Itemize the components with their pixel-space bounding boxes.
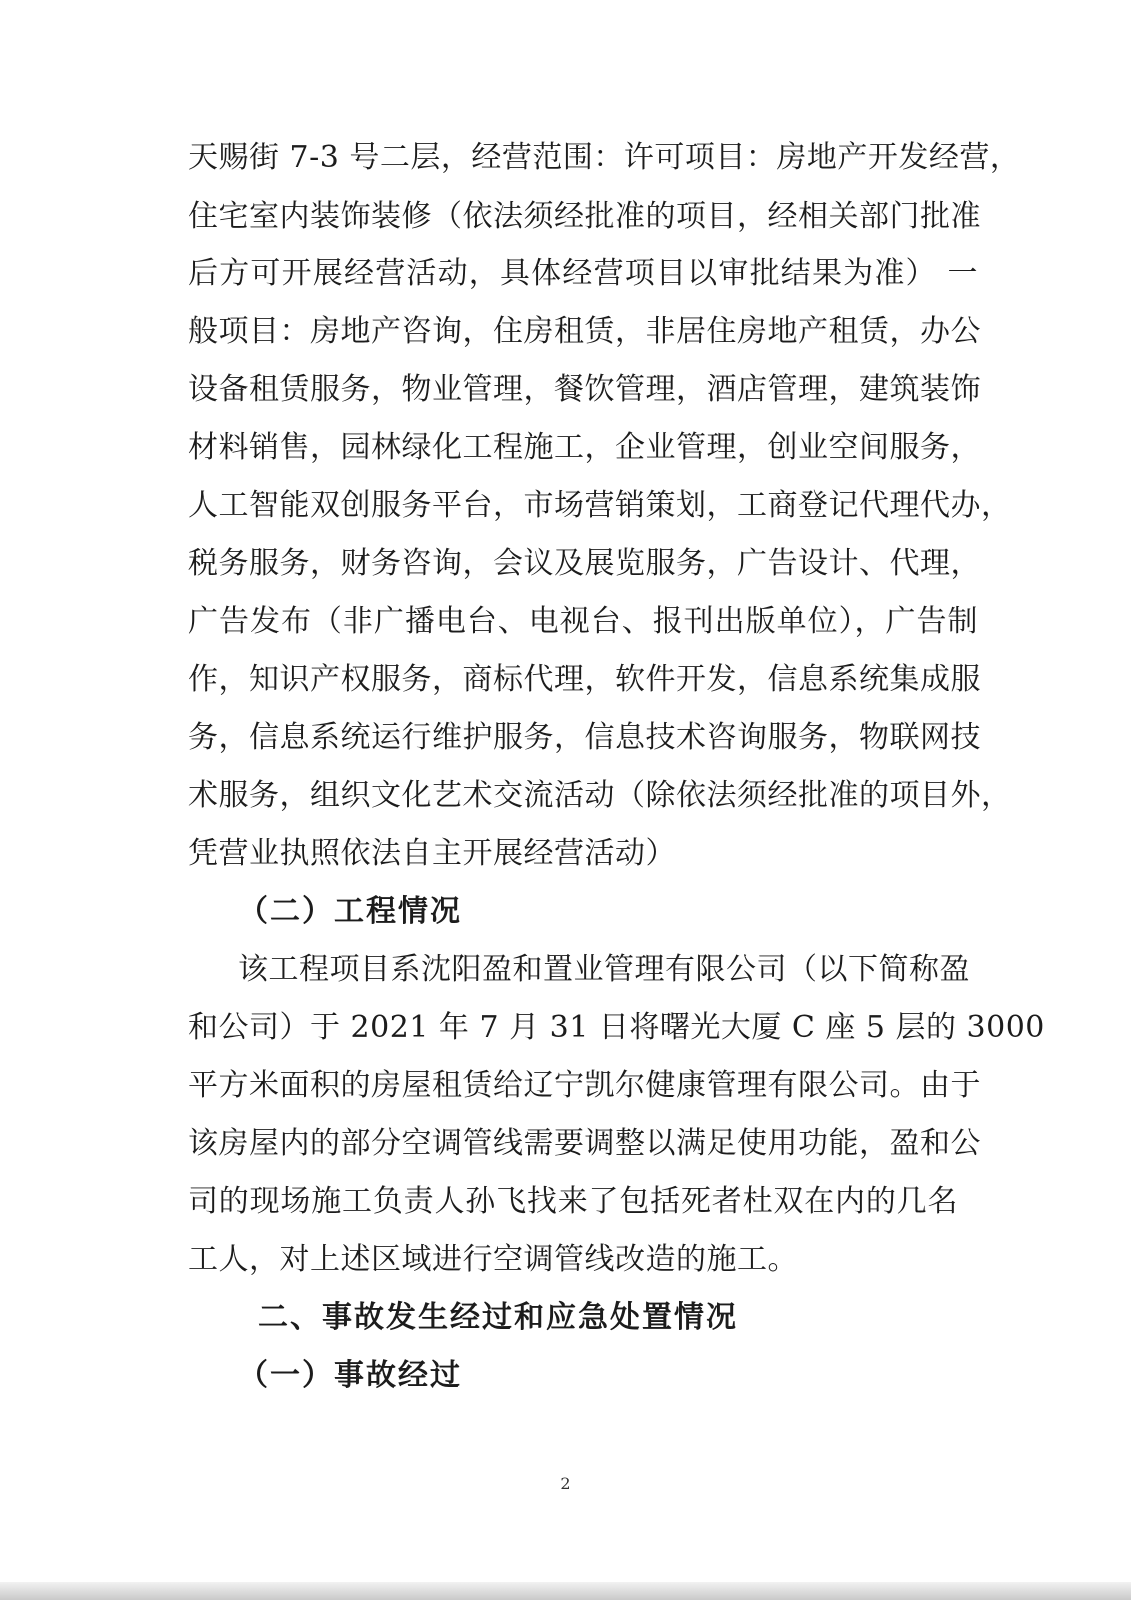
- text-line: 后方可开展经营活动，具体经营项目以审批结果为准） 一: [188, 256, 978, 291]
- text-line: 该工程项目系沈阳盈和置业管理有限公司（以下简称盈: [238, 952, 970, 987]
- text-line: 和公司）于 2021 年 7 月 31 日将曙光大厦 C 座 5 层的 3000: [188, 1010, 1045, 1045]
- text-line: 该房屋内的部分空调管线需要调整以满足使用功能，盈和公: [188, 1126, 981, 1161]
- text-line: 般项目：房地产咨询，住房租赁，非居住房地产租赁，办公: [188, 314, 981, 349]
- text-line: 凭营业执照依法自主开展经营活动）: [188, 836, 676, 871]
- text-line: 设备租赁服务，物业管理，餐饮管理，酒店管理，建筑装饰: [188, 372, 981, 407]
- section-heading-accident-process: 二、事故发生经过和应急处置情况: [258, 1300, 738, 1335]
- text-line: 平方米面积的房屋租赁给辽宁凯尔健康管理有限公司。由于: [188, 1068, 981, 1103]
- text-line: 司的现场施工负责人孙飞找来了包括死者杜双在内的几名: [188, 1184, 958, 1219]
- text-line: 作，知识产权服务，商标代理，软件开发，信息系统集成服: [188, 662, 981, 697]
- section-heading-accident: （一）事故经过: [238, 1358, 462, 1393]
- text-line: 术服务，组织文化艺术交流活动（除依法须经批准的项目外，: [188, 778, 1012, 813]
- text-line: 广告发布（非广播电台、电视台、报刊出版单位），广告制: [188, 604, 978, 639]
- scan-edge: [0, 1582, 1131, 1600]
- text-line: 务，信息系统运行维护服务，信息技术咨询服务，物联网技: [188, 720, 981, 755]
- text-line: 材料销售，园林绿化工程施工，企业管理，创业空间服务，: [188, 430, 981, 465]
- text-line: 人工智能双创服务平台，市场营销策划，工商登记代理代办，: [188, 488, 1012, 523]
- text-line: 住宅室内装饰装修（依法须经批准的项目，经相关部门批准: [188, 199, 981, 234]
- section-heading-project: （二）工程情况: [238, 894, 462, 929]
- text-line: 工人，对上述区域进行空调管线改造的施工。: [188, 1242, 798, 1277]
- page-number: 2: [560, 1474, 571, 1493]
- text-line: 天赐街 7-3 号二层，经营范围：许可项目：房地产开发经营，: [188, 140, 1021, 175]
- text-line: 税务服务，财务咨询，会议及展览服务，广告设计、代理，: [188, 546, 981, 581]
